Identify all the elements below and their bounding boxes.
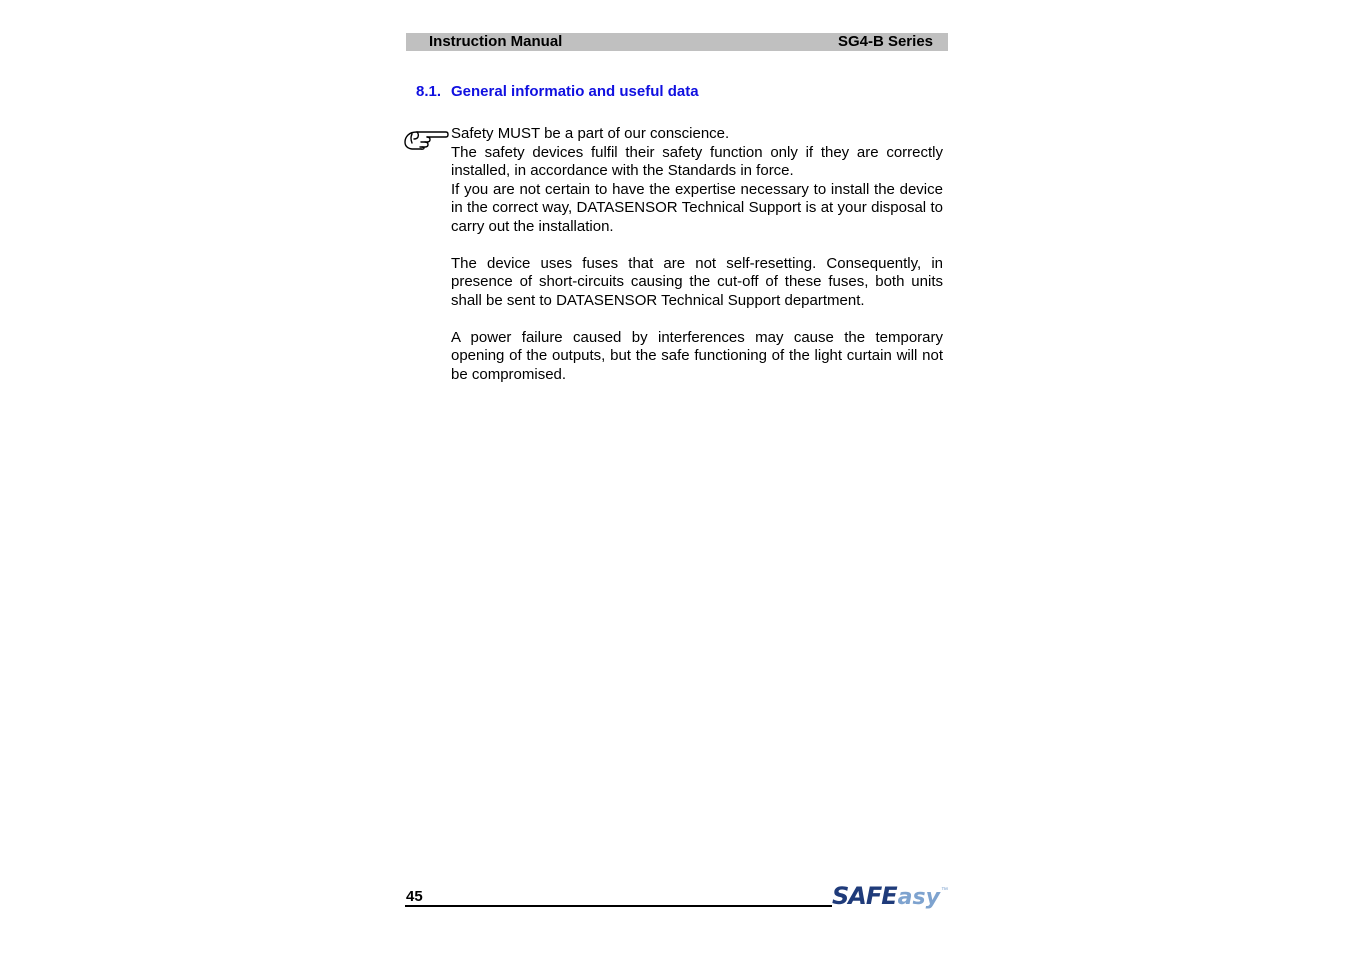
paragraph-installation: The safety devices fulfil their safety function only if they are correctly installed, in accordance with the Standards in force.	[451, 143, 943, 179]
section-number: 8.1.	[416, 83, 442, 100]
safety-statement: Safety MUST be a part of our conscience.	[451, 125, 730, 142]
safeasy-logo	[832, 876, 948, 915]
logo-trademark: ™	[940, 887, 948, 894]
section-title: General informatio and useful data	[451, 83, 699, 100]
paragraph-power-failure: A power failure caused by interferences may cause the temporary opening of the outputs, but the safe functioning of the light curtain will not be compromised.	[451, 328, 943, 383]
page-number: 45	[406, 888, 423, 905]
footer-rule	[405, 905, 832, 907]
body-text	[451, 125, 943, 384]
header-bar	[406, 33, 948, 51]
paragraph-support: If you are not certain to have the expertise necessary to install the device in the correct way, DATASENSOR Technical Support is at your disposal to carry out the installation.	[451, 180, 943, 235]
pointing-hand-icon	[403, 126, 449, 152]
header-title: Instruction Manual	[429, 33, 563, 50]
header-series: SG4-B Series	[837, 33, 933, 50]
paragraph-fuses: The device uses fuses that are not self-resetting. Consequently, in presence of short-circuits causing the cut-off of these fuses, both units shall be sent to DATASENSOR Technical Support department.	[451, 254, 943, 309]
logo-asy: asy	[897, 885, 940, 910]
section-heading	[416, 83, 699, 101]
logo-safe: SAFE	[832, 882, 897, 910]
